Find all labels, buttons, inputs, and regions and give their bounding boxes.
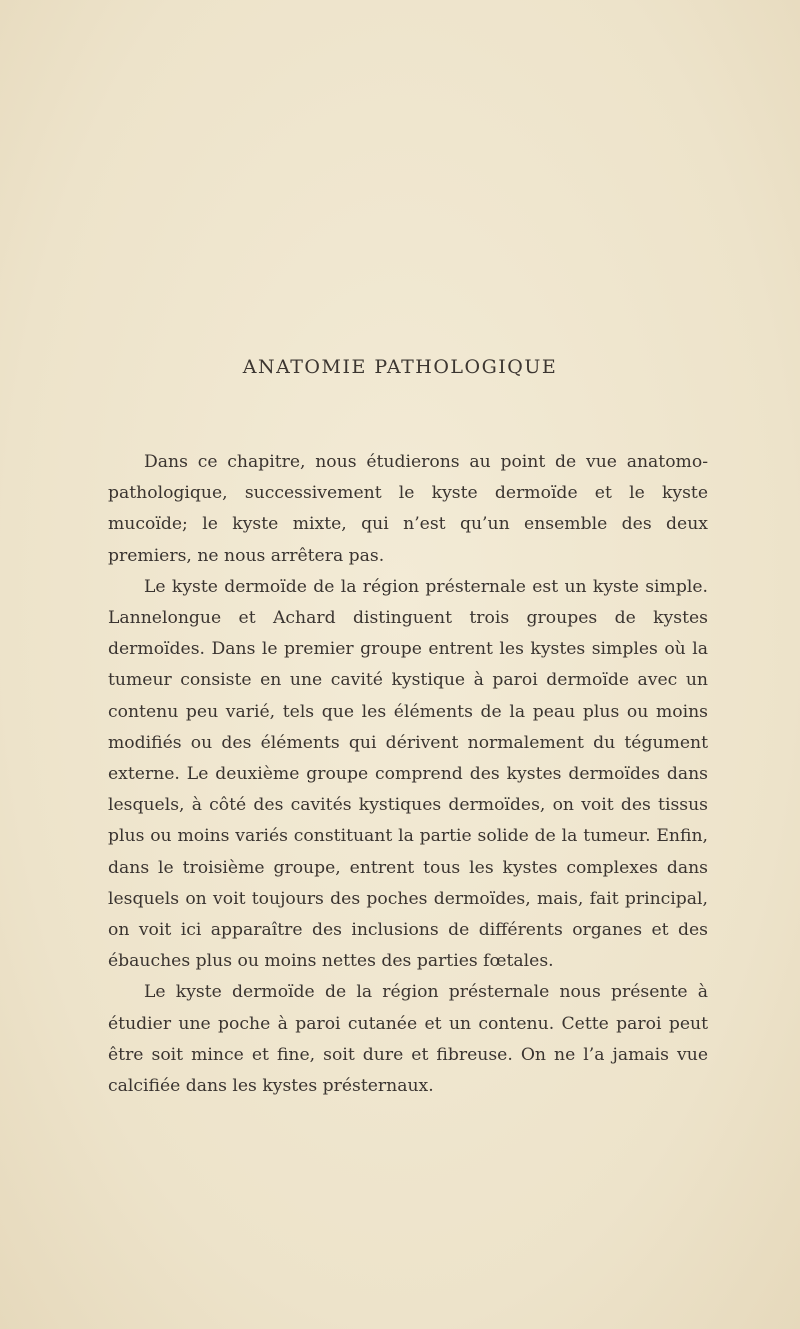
chapter-heading: ANATOMIE PATHOLOGIQUE (242, 356, 558, 378)
paragraph-1: Dans ce chapitre, nous étudierons au point de vue anatomo-pathologique, successivement le kyste dermoïde et le kyste mucoïde; le kyste mixte, qui n’est qu’un ensemble des deux premiers, ne nous arrêtera pas. (108, 452, 708, 566)
paragraph-3: Le kyste dermoïde de la région présternale nous présente à étudier une poche à paroi cutanée et un contenu. Cette paroi peut être soit mince et fine, soit dure et fibreuse. On ne l’a jamais vue calcifiée dans les kystes présternaux. (108, 982, 708, 1097)
body-text (108, 447, 708, 1102)
paragraph-2: Le kyste dermoïde de la région présternale est un kyste simple. Lannelongue et Achard distinguent trois groupes de kystes dermoïdes. Dans le premier groupe entrent les kystes simples où la tumeur consiste en une cavité kystique à paroi dermoïde avec un contenu peu varié, tels que les éléments de la peau plus ou moins modifiés ou des éléments qui dérivent normalement du tégument externe. Le deuxième groupe comprend des kystes dermoïdes dans lesquels, à côté des cavités kystiques dermoïdes, on voit des tissus plus ou moins variés constituant la partie solide de la tumeur. Enfin, dans le troisième groupe, entrent tous les kystes complexes dans lesquels on voit toujours des poches dermoïdes, mais, fait principal, on voit ici apparaître des inclusions de différents organes et des ébauches plus ou moins nettes des parties fœtales. (108, 576, 708, 972)
